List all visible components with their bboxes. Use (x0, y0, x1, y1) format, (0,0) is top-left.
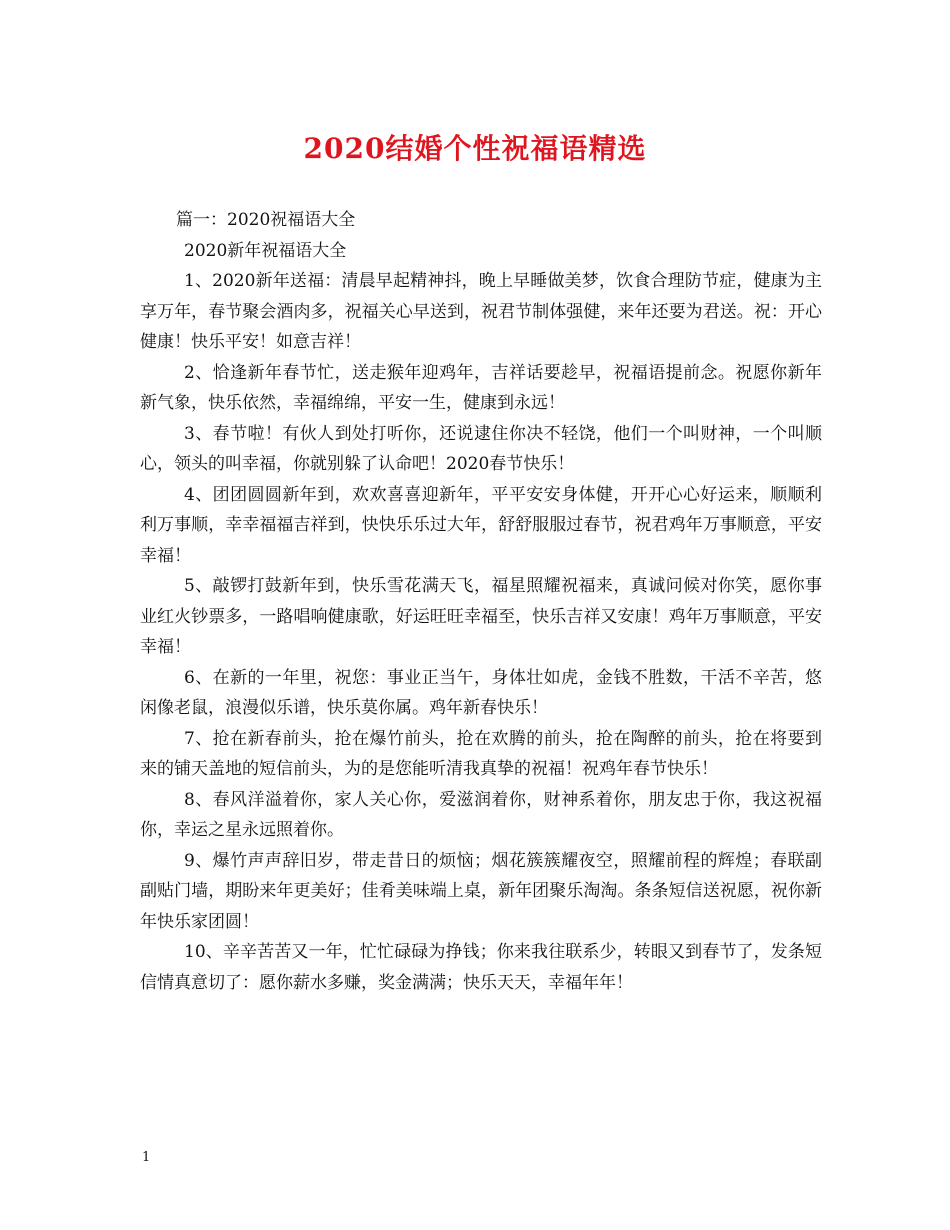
section-heading: 篇一：2020祝福语大全 (176, 210, 356, 230)
paragraph-item-6: 6、在新的一年里，祝您：事业正当午，身体壮如虎，金钱不胜数，干活不辛苦，悠闲像老鼠，浪漫似乐谱，快乐莫你属。鸡年新春快乐！ (140, 667, 822, 718)
paragraph-item-5: 5、敲锣打鼓新年到，快乐雪花满天飞，福星照耀祝福来，真诚问候对你笑，愿你事业红火钞票多，一路唱响健康歌，好运旺旺幸福至，快乐吉祥又安康！鸡年万事顺意，平安幸福！ (140, 576, 822, 657)
page-number: 1 (142, 1150, 151, 1165)
subheading: 2020新年祝福语大全 (184, 240, 347, 261)
paragraph-item-1: 1、2020新年送福：清晨早起精神抖，晚上早睡做美梦，饮食合理防节症，健康为主享万年，春节聚会酒肉多，祝福关心早送到，祝君节制体强健，来年还要为君送。祝：开心健康！快乐平安！如意吉祥！ (140, 271, 822, 352)
paragraph-item-2: 2、恰逢新年春节忙，送走猴年迎鸡年，吉祥话要趁早，祝福语提前念。祝愿你新年新气象，快乐依然，幸福绵绵，平安一生，健康到永远！ (140, 362, 822, 413)
paragraph-item-7: 7、抢在新春前头，抢在爆竹前头，抢在欢腾的前头，抢在陶醉的前头，抢在将要到来的铺天盖地的短信前头，为的是您能听清我真挚的祝福！祝鸡年春节快乐！ (140, 728, 822, 779)
paragraph-item-3: 3、春节啦！有伙人到处打听你，还说逮住你决不轻饶，他们一个叫财神，一个叫顺心，领头的叫幸福，你就别躲了认命吧！2020春节快乐！ (140, 423, 822, 474)
paragraph-item-9: 9、爆竹声声辞旧岁，带走昔日的烦恼；烟花簇簇耀夜空，照耀前程的辉煌；春联副副贴门墙，期盼来年更美好；佳肴美味端上桌，新年团聚乐淘淘。条条短信送祝愿，祝你新年快乐家团圆！ (140, 850, 822, 932)
document-body (140, 205, 822, 998)
paragraph-item-8: 8、春风洋溢着你，家人关心你，爱滋润着你，财神系着你，朋友忠于你，我这祝福你，幸运之星永远照着你。 (140, 789, 822, 840)
document-title: 2020结婚个性祝福语精选 (303, 132, 647, 165)
paragraph-item-10: 10、辛辛苦苦又一年，忙忙碌碌为挣钱；你来我往联系少，转眼又到春节了，发条短信情真意切了：愿你薪水多赚，奖金满满；快乐天天，幸福年年！ (140, 942, 822, 993)
paragraph-item-4: 4、团团圆圆新年到，欢欢喜喜迎新年，平平安安身体健，开开心心好运来，顺顺利利万事顺，幸幸福福吉祥到，快快乐乐过大年，舒舒服服过春节，祝君鸡年万事顺意，平安幸福！ (140, 484, 822, 566)
